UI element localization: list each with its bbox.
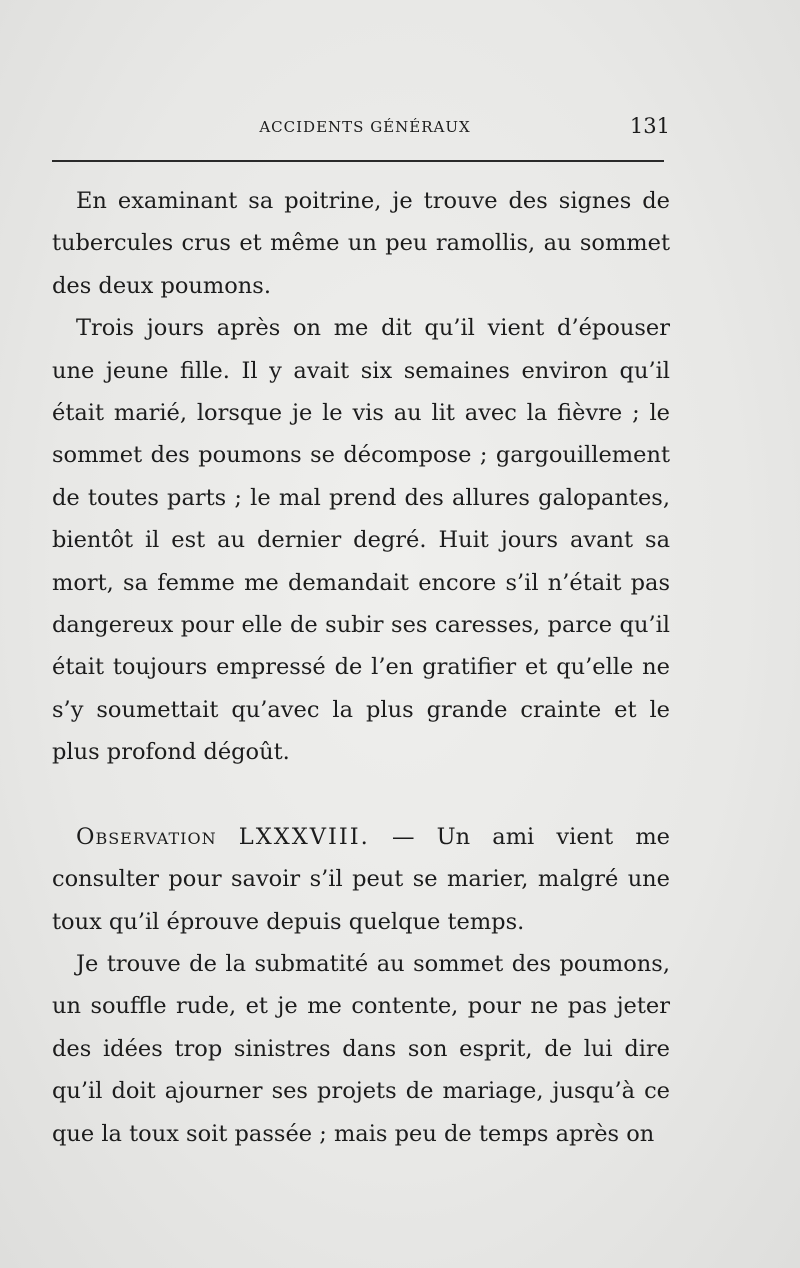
observation-label: Observation — [76, 823, 217, 850]
observation-number: LXXXVIII. — [238, 823, 370, 850]
observation-text: — Un ami vient me consulter pour savoir s’il peut se marier, malgré une toux qu’il éprouve depuis quelque temps. — [52, 823, 670, 935]
body-text — [52, 180, 670, 1155]
paragraph: Je trouve de la submatité au sommet des poumons, un souffle rude, et je me contente, pour ne pas jeter des idées trop sinistres dans son esprit, de lui dire qu’il doit ajourner ses projets de mariage, jusqu’à ce que la toux soit passée ; mais peu de temps après on — [52, 950, 670, 1147]
chapter-title: ACCIDENTS GÉNÉRAUX — [259, 118, 471, 136]
header-rule — [52, 160, 664, 162]
paragraph: En examinant sa poitrine, je trouve des signes de tubercules crus et même un peu ramollis, au sommet des deux poumons. — [52, 188, 670, 299]
page-number: 131 — [629, 114, 670, 138]
running-head — [52, 108, 670, 148]
paragraph: Trois jours après on me dit qu’il vient d’épouser une jeune fille. Il y avait six semaines environ qu’il était marié, lorsque je le vis au lit avec la fièvre ; le sommet des poumons se décompose ; gargouillement de toutes parts ; le mal prend des allures galopantes, bientôt il est au dernier degré. Huit jours avant sa mort, sa femme me demandait encore s’il n’était pas dangereux pour elle de subir ses caresses, parce qu’il était toujours empressé de l’en gratifier et qu’elle ne s’y soumettait qu’avec la plus grande crainte et le plus profond dégoût. — [52, 315, 670, 766]
observation-paragraph — [52, 816, 670, 943]
section-gap — [52, 774, 670, 816]
